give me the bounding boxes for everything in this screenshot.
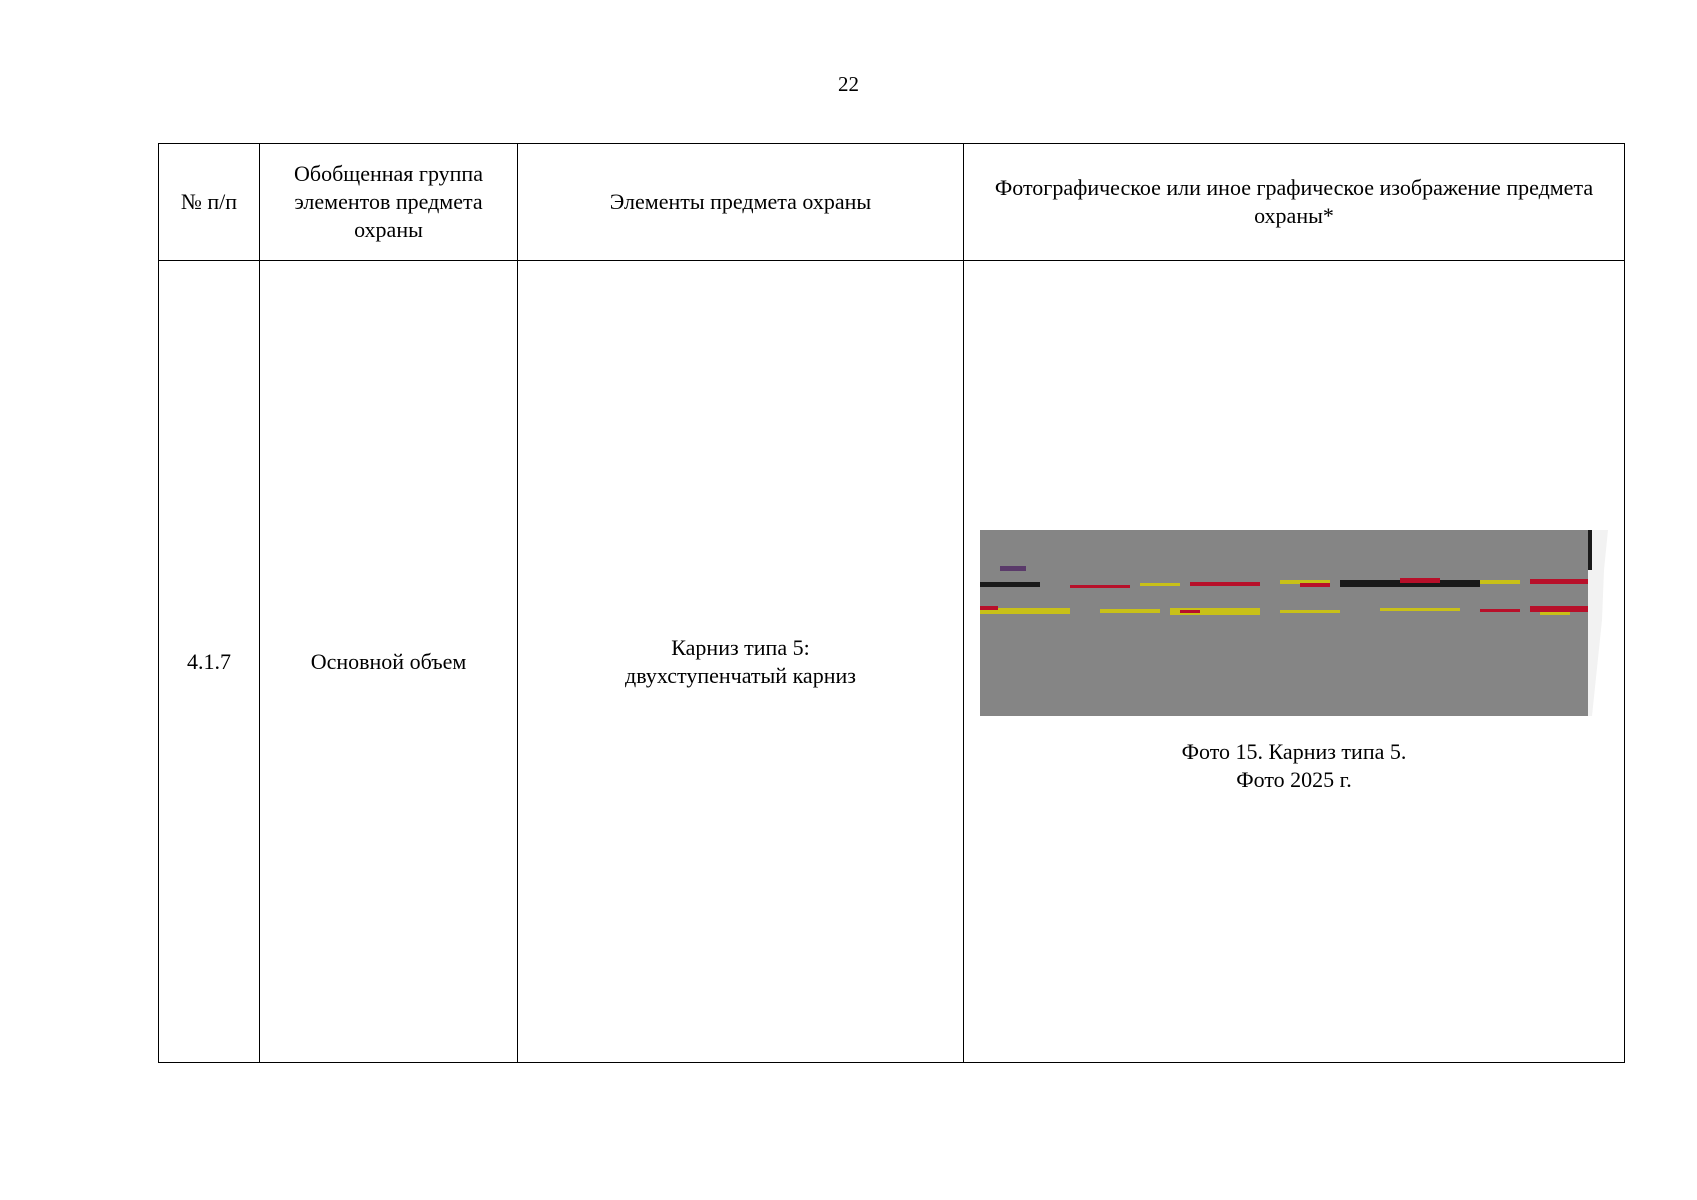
table-header-row [159,144,1625,261]
cornice-photo [980,530,1608,716]
header-elements: Элементы предмета охраны [518,144,964,261]
row-element [518,261,964,1063]
table-row [159,261,1625,1063]
protection-items-table [158,143,1625,1063]
caption-line-2: Фото 2025 г. [1236,766,1352,792]
element-line-2: двухступенчатый карниз [625,662,856,688]
row-group: Основной объем [260,261,518,1063]
photo-caption [1182,738,1407,794]
header-image: Фотографическое или иное графическое изображение предмета охраны* [964,144,1625,261]
row-image-cell [964,261,1625,1063]
row-num: 4.1.7 [159,261,260,1063]
element-line-1: Карниз типа 5: [671,634,810,660]
header-group: Обобщенная группа элементов предмета охраны [260,144,518,261]
header-num: № п/п [159,144,260,261]
page-number: 22 [838,72,859,96]
caption-line-1: Фото 15. Карниз типа 5. [1181,738,1407,764]
